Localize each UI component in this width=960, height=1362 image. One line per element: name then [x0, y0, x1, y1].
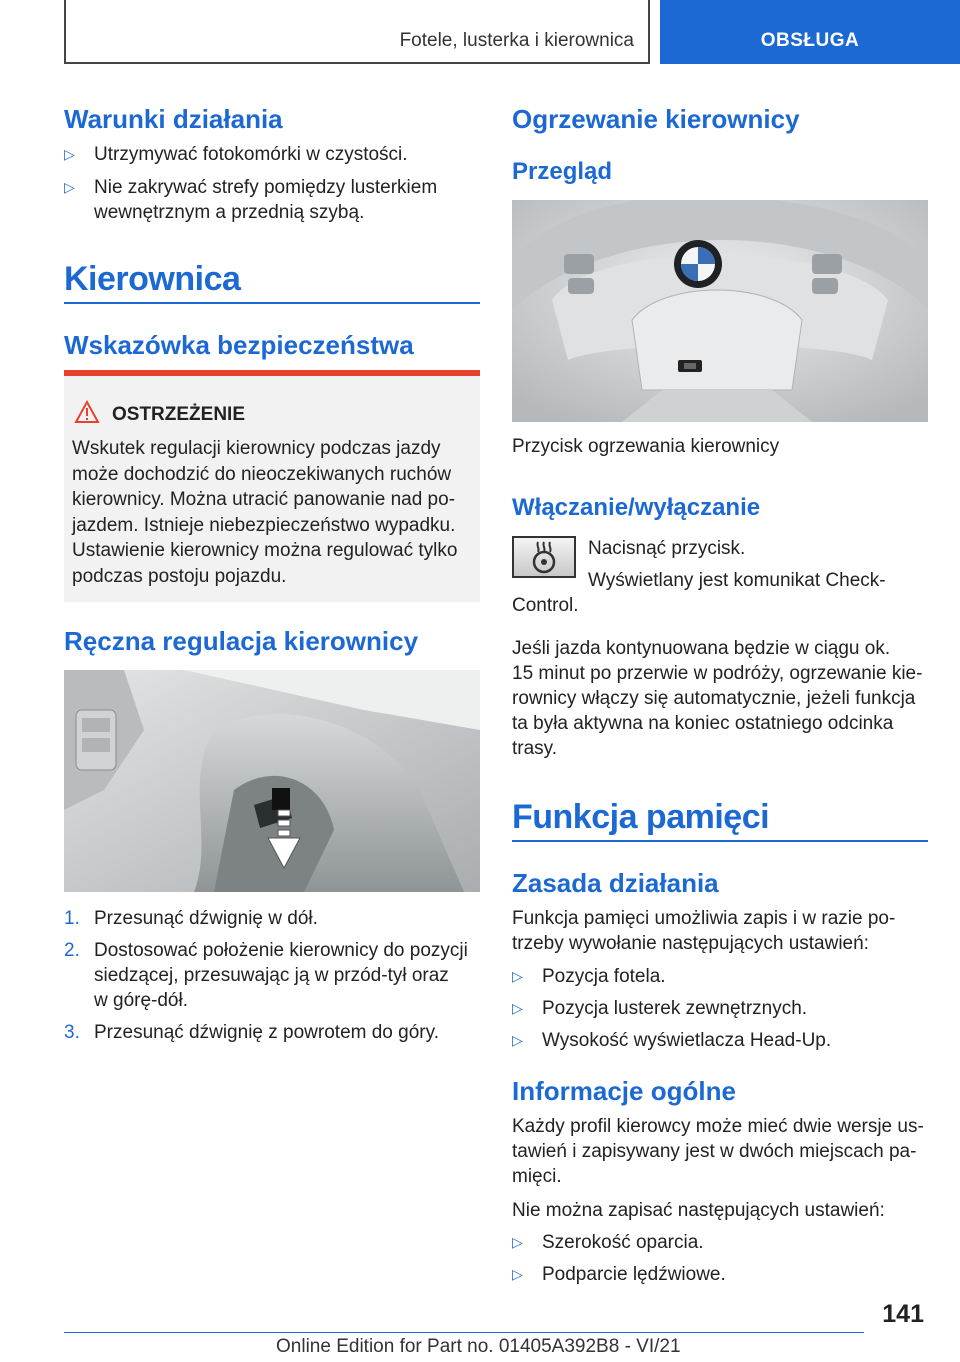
list-item-text: Szerokość oparcia. [542, 1232, 704, 1253]
steering-wheel-illustration [512, 200, 928, 422]
list-item-text: Pozycja fotela. [542, 966, 666, 987]
paragraph-line: ta była aktywna na koniec ostatniego odcinka [512, 713, 894, 734]
paragraph-line: tawień i zapisywany jest w dwóch miejscach pa- [512, 1141, 917, 1162]
onoff-step: Nacisnąć przycisk. [588, 538, 746, 559]
triangle-bullet-icon: ▷ [64, 146, 75, 162]
figure-caption: Przycisk ogrzewania kierownicy [512, 436, 780, 457]
page-number: 141 [882, 1300, 924, 1328]
heated-steering-button[interactable] [512, 536, 576, 578]
header-section-title: OBSŁUGA [760, 30, 860, 51]
list-item-text: Podparcie lędźwiowe. [542, 1264, 726, 1285]
steering-wheel-figure [512, 200, 928, 422]
heating-heading: Ogrzewanie kierownicy [512, 104, 800, 134]
step-number: 1. [64, 908, 80, 929]
step-text: Przesunąć dźwignię w dół. [94, 908, 318, 929]
header-chapter-title: Fotele, lusterka i kierownica [399, 30, 634, 51]
principle-heading: Zasada działania [512, 868, 719, 898]
warning-box [64, 370, 480, 602]
paragraph-line: Jeśli jazda kontynuowana będzie w ciągu ok. [512, 638, 891, 659]
manual-adjust-heading: Ręczna regulacja kierownicy [64, 626, 419, 656]
warning-line: kierownicy. Można utracić panowanie nad po- [72, 489, 456, 510]
footer-edition: Online Edition for Part no. 01405A392B8 - VI/21 [276, 1336, 681, 1357]
steering-lever-figure [64, 670, 480, 892]
chapter-divider [512, 840, 928, 842]
footer-divider [64, 1332, 864, 1333]
general-paragraph [512, 1114, 932, 1189]
cannot-save-text: Nie można zapisać następujących ustawień: [512, 1200, 885, 1221]
paragraph-line: Funkcja pamięci umożliwia zapis i w razie po- [512, 908, 896, 929]
warning-line: Ustawienie kierownicy można regulować tylko [72, 540, 458, 561]
onoff-message-cont: Control. [512, 595, 579, 616]
general-heading: Informacje ogólne [512, 1076, 736, 1106]
header-chapter-box [64, 0, 650, 64]
paragraph-line: Każdy profil kierowcy może mieć dwie wersje us- [512, 1116, 924, 1137]
warning-line: jazdem. Istnieje niebezpieczeństwo wypadku. [72, 514, 456, 536]
principle-paragraph [512, 906, 932, 956]
warning-line: Wskutek regulacji kierownicy podczas jazdy [72, 438, 441, 459]
warning-line: może dochodzić do nieoczekiwanych ruchów [72, 463, 452, 485]
step-number: 3. [64, 1022, 80, 1043]
warning-triangle-icon [74, 400, 100, 424]
conditions-heading: Warunki działania [64, 104, 283, 134]
triangle-bullet-icon: ▷ [512, 1266, 523, 1282]
header-section-tab [660, 0, 960, 64]
step-number: 2. [64, 940, 80, 961]
list-item-text: Wysokość wyświetlacza Head-Up. [542, 1030, 832, 1051]
warning-line: podczas postoju pojazdu. [72, 565, 287, 587]
paragraph-line: trasy. [512, 738, 558, 759]
heated-steering-wheel-icon [514, 538, 574, 576]
onoff-heading: Włączanie/wyłączanie [512, 494, 761, 521]
list-item-text: Utrzymywać fotokomórki w czystości. [94, 144, 408, 165]
chapter-title-memory: Funkcja pamięci [512, 798, 770, 836]
list-item-text: Pozycja lusterek zewnętrznych. [542, 998, 808, 1019]
overview-heading: Przegląd [512, 158, 613, 185]
paragraph-line: 15 minut po przerwie w podróży, ogrzewanie kie- [512, 663, 923, 684]
warning-title: OSTRZEŻENIE [112, 404, 246, 425]
chapter-divider [64, 302, 480, 304]
triangle-bullet-icon: ▷ [512, 1000, 523, 1016]
paragraph-line: rownicy włączy się automatycznie, jeżeli funkcja [512, 688, 916, 709]
step-text: w górę-dół. [94, 990, 188, 1011]
steering-lever-illustration [64, 670, 480, 892]
list-item-text: Nie zakrywać strefy pomiędzy lusterkiem [94, 177, 438, 198]
paragraph-line: mięci. [512, 1166, 562, 1187]
triangle-bullet-icon: ▷ [512, 1234, 523, 1250]
list-item-text: wewnętrznym a przednią szybą. [94, 202, 365, 223]
warning-text [72, 436, 472, 589]
triangle-bullet-icon: ▷ [512, 1032, 523, 1048]
triangle-bullet-icon: ▷ [64, 179, 75, 195]
triangle-bullet-icon: ▷ [512, 968, 523, 984]
safety-heading: Wskazówka bezpieczeństwa [64, 330, 414, 360]
paragraph-line: trzeby wywołanie następujących ustawień: [512, 933, 869, 954]
chapter-title-steering: Kierownica [64, 260, 241, 298]
step-text: Dostosować położenie kierownicy do pozycji [94, 940, 468, 961]
step-text: Przesunąć dźwignię z powrotem do góry. [94, 1022, 439, 1043]
continue-paragraph [512, 636, 932, 761]
onoff-message: Wyświetlany jest komunikat Check- [588, 570, 886, 591]
step-text: siedzącej, przesuwając ją w przód-tył oraz [94, 965, 449, 986]
